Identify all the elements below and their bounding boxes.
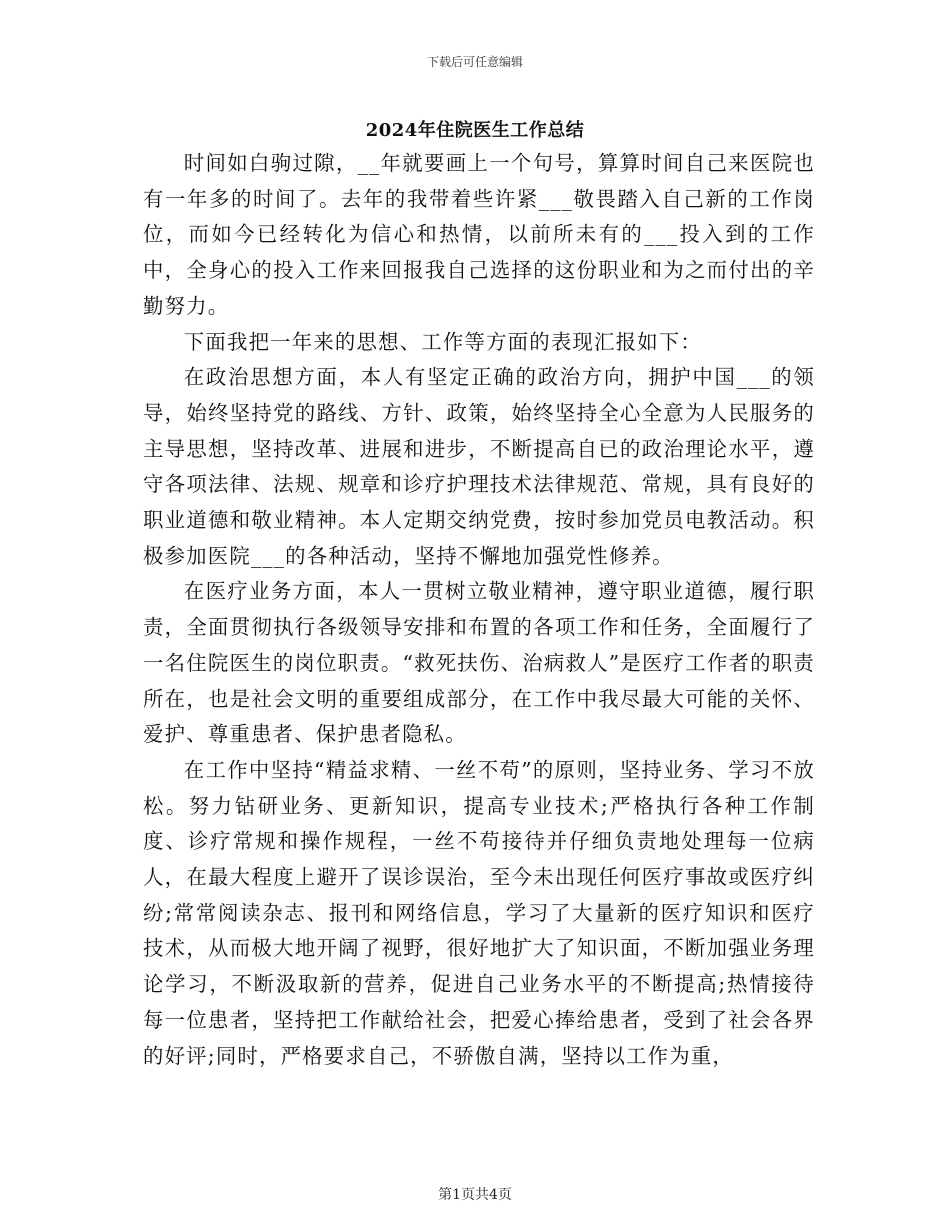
paragraph-medical: 在医疗业务方面，本人一贯树立敬业精神，遵守职业道德，履行职责，全面贯彻执行各级领导安排和布置的各项工作和任务，全面履行了一名住院医生的岗位职责。“救死扶伤、治病救人”是医疗工作者的职责所在，也是社会文明的重要组成部分，在工作中我尽最大可能的关怀、爱护、尊重患者、保护患者隐私。	[143, 579, 815, 747]
paragraph-report-lead: 下面我把一年来的思想、工作等方面的表现汇报如下：	[183, 329, 702, 354]
document-title: 2024年住院医生工作总结	[365, 120, 585, 141]
page-number: 第1页共4页	[438, 1187, 512, 1203]
paragraph-work-principle: 在工作中坚持“精益求精、一丝不苟”的原则，坚持业务、学习不放松。努力钻研业务、更新知识，提高专业技术;严格执行各种工作制度、诊疗常规和操作规程，一丝不苟接待并仔细负责地处理每一位病人，在最大程度上避开了误诊误治，至今未出现任何医疗事故或医疗纠纷;常常阅读杂志、报刊和网络信息，学习了大量新的医疗知识和医疗技术，从而极大地开阔了视野，很好地扩大了知识面，不断加强业务理论学习，不断汲取新的营养，促进自己业务水平的不断提高;热情接待每一位患者，坚持把工作献给社会，把爱心捧给患者，受到了社会各界的好评;同时，严格要求自己，不骄傲自满，坚持以工作为重，	[143, 757, 815, 1068]
page-header-note: 下载后可任意编辑	[426, 55, 523, 69]
document-body	[143, 146, 815, 1074]
paragraph-intro: 时间如白驹过隙，__年就要画上一个句号，算算时间自己来医院也有一年多的时间了。去年的我带着些许紧___敬畏踏入自己新的工作岗位，而如今已经转化为信心和热情，以前所未有的___投入到的工作中，全身心的投入工作来回报我自己选择的这份职业和为之而付出的辛勤努力。	[143, 151, 815, 318]
paragraph-political: 在政治思想方面，本人有坚定正确的政治方向，拥护中国___的领导，始终坚持党的路线、方针、政策，始终坚持全心全意为人民服务的主导思想，坚持改革、进展和进步，不断提高自已的政治理论水平，遵守各项法律、法规、规章和诊疗护理技术法律规范、常规，具有良好的职业道德和敬业精神。本人定期交纳党费，按时参加党员电教活动。积极参加医院___的各种活动，坚持不懈地加强党性修养。	[143, 365, 815, 568]
